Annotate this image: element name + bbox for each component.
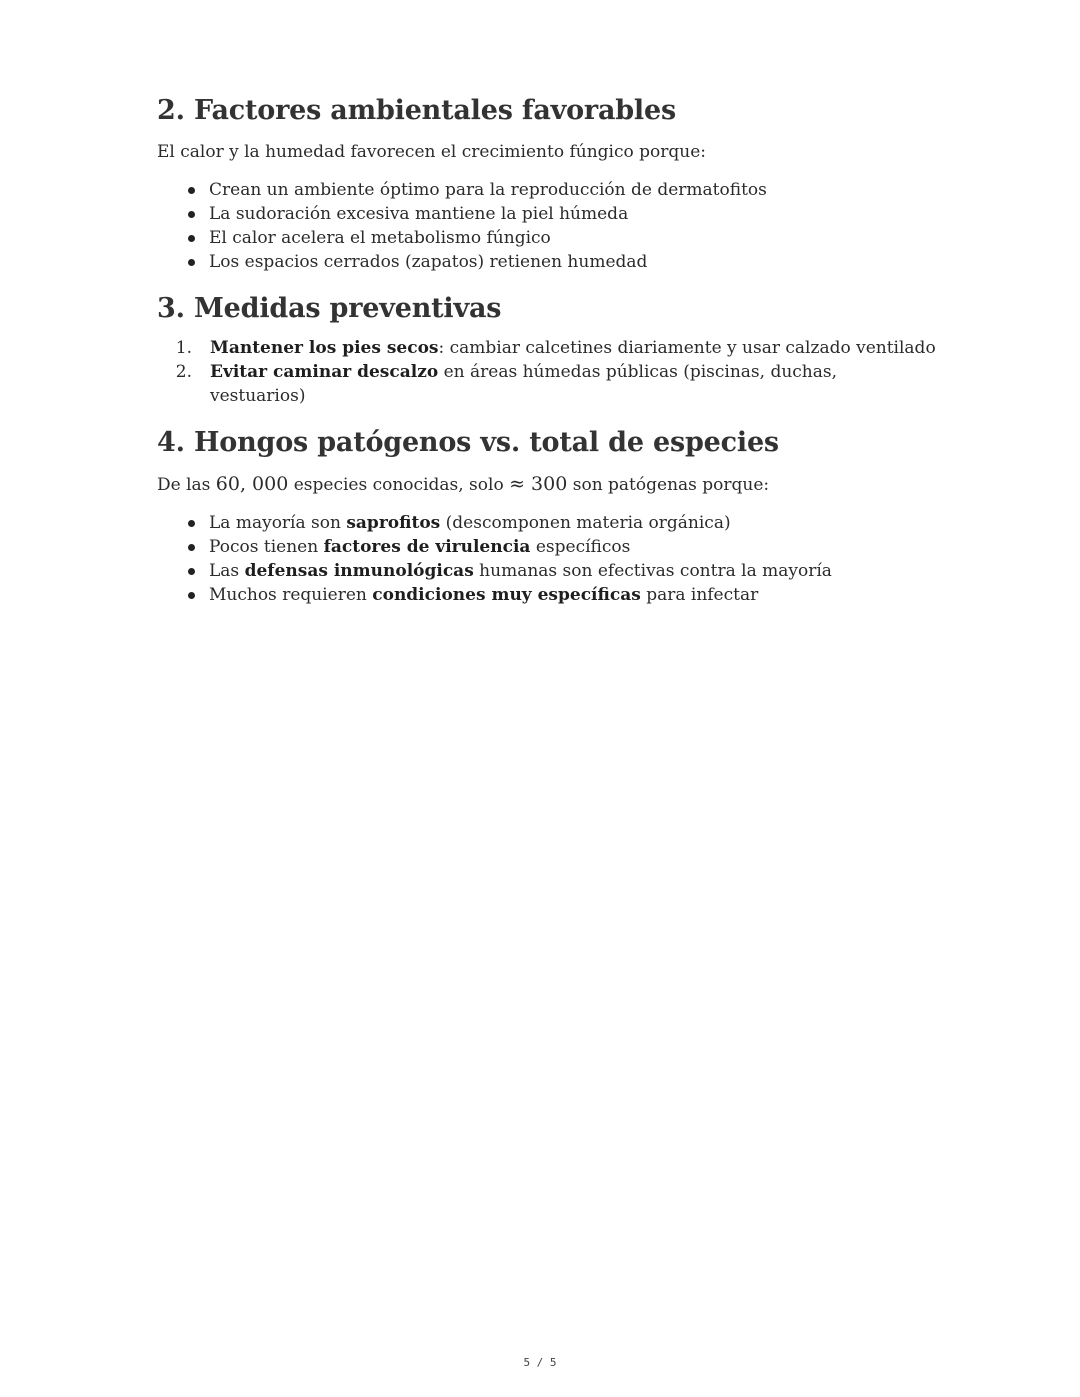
list-item-text: humanas son efectivas contra la mayoría: [473, 561, 832, 581]
bullet-icon: [188, 568, 195, 575]
list-item-text: Las: [209, 561, 245, 581]
list-item-text: Muchos requieren: [209, 585, 373, 605]
section-intro: [157, 472, 937, 497]
bullet-icon: [188, 259, 195, 266]
intro-text: De las: [157, 475, 216, 495]
bullet-list: [157, 178, 937, 274]
math-approx-pathogens: ≈ 300: [509, 473, 568, 495]
section-pathogenic-fungi: [157, 424, 937, 607]
document-page: [157, 92, 937, 607]
page-number: 5 / 5: [523, 1356, 557, 1369]
list-item-text: para infectar: [640, 585, 759, 605]
list-item-text: en áreas húmedas públicas (piscinas, duchas, vestuarios): [210, 362, 838, 406]
list-item-text: La sudoración excesiva mantiene la piel húmeda: [209, 204, 629, 224]
list-item: [157, 511, 937, 535]
bullet-icon: [188, 592, 195, 599]
bullet-icon: [188, 187, 195, 194]
list-item: [157, 250, 937, 274]
list-number: 2.: [175, 362, 192, 382]
bullet-list: [157, 511, 937, 607]
bold-term: factores de virulencia: [323, 537, 531, 557]
list-item: [157, 178, 937, 202]
intro-text: son patógenas porque:: [567, 475, 770, 495]
list-number: 1.: [175, 338, 192, 358]
list-item: [157, 535, 937, 559]
list-item-text: La mayoría son: [209, 513, 347, 533]
math-number-species: 60, 000: [215, 473, 289, 495]
list-item: [157, 559, 937, 583]
list-item-text: : cambiar calcetines diariamente y usar calzado ventilado: [438, 338, 936, 358]
list-item: [157, 360, 937, 408]
section-environmental-factors: [157, 92, 937, 274]
bullet-icon: [188, 544, 195, 551]
list-item: [157, 583, 937, 607]
list-item-text: Los espacios cerrados (zapatos) retienen humedad: [209, 252, 648, 272]
intro-text: especies conocidas, solo: [288, 475, 510, 495]
bullet-icon: [188, 235, 195, 242]
section-intro: El calor y la humedad favorecen el crecimiento fúngico porque:: [157, 142, 706, 162]
list-item-text: Pocos tienen: [209, 537, 324, 557]
list-item: [157, 226, 937, 250]
section-heading: 2. Factores ambientales favorables: [157, 95, 676, 126]
bold-term: condiciones muy específicas: [372, 585, 641, 605]
bold-term: Mantener los pies secos: [210, 338, 439, 358]
list-item: [157, 202, 937, 226]
bullet-icon: [188, 520, 195, 527]
numbered-list: [157, 336, 937, 408]
bullet-icon: [188, 211, 195, 218]
list-item-text: El calor acelera el metabolismo fúngico: [209, 228, 551, 248]
section-heading: 3. Medidas preventivas: [157, 293, 502, 324]
bold-term: defensas inmunológicas: [244, 561, 474, 581]
bold-term: saprofitos: [346, 513, 441, 533]
section-preventive-measures: [157, 290, 937, 408]
list-item-text: Crean un ambiente óptimo para la reproducción de dermatofitos: [209, 180, 767, 200]
list-item-text: (descomponen materia orgánica): [440, 513, 731, 533]
list-item-text: específicos: [530, 537, 631, 557]
bold-term: Evitar caminar descalzo: [210, 362, 439, 382]
section-heading: 4. Hongos patógenos vs. total de especies: [157, 427, 779, 458]
list-item: [157, 336, 937, 360]
